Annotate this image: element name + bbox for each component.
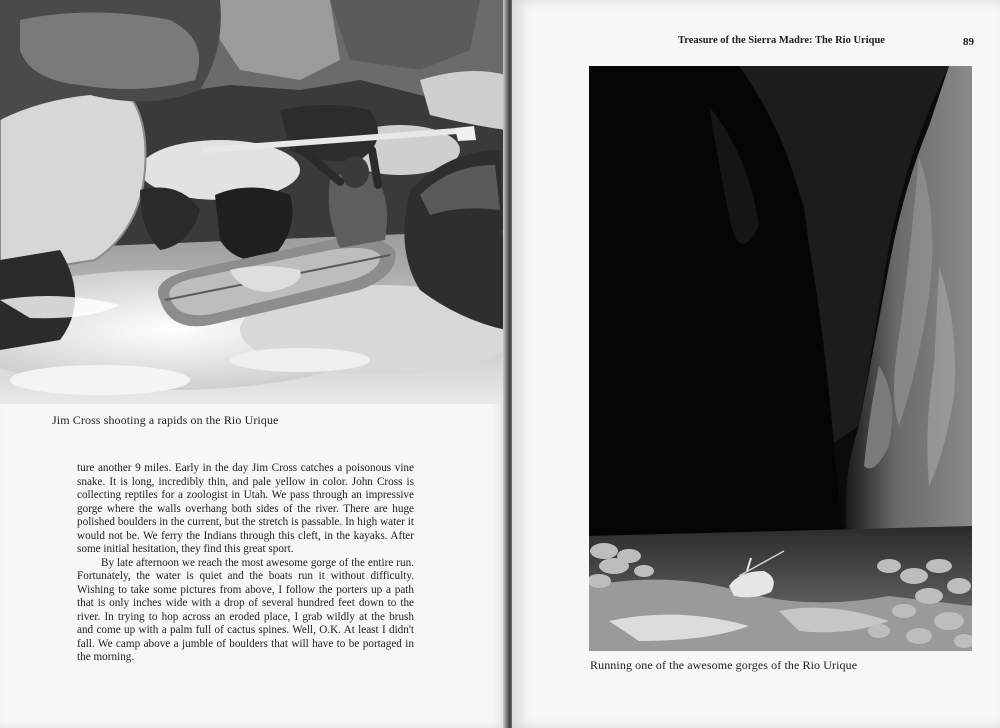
gorge-image bbox=[589, 66, 972, 651]
left-photo-caption: Jim Cross shooting a rapids on the Rio Urique bbox=[52, 413, 279, 427]
kayak-rapids-photo bbox=[0, 0, 506, 404]
body-text bbox=[77, 462, 414, 665]
right-photo-caption: Running one of the awesome gorges of the Rio Urique bbox=[590, 658, 858, 672]
kayak-rapids-image bbox=[0, 0, 506, 404]
body-paragraph: By late afternoon we reach the most awesome gorge of the entire run. Fortunately, the water is quiet and the boats run it without difficulty. Wishing to take some pictures from above, I follow the porters up a path that is only inches wide with a drop of several hundred feet down to the river. In trying to hop across an eroded place, I grab wildly at the brush and come up with a palm full of cactus spines. Well, O.K. At least I didn't fall. We camp above a jumble of boulders that will have to be portaged in the morning. bbox=[77, 556, 414, 663]
right-page bbox=[512, 0, 1000, 728]
running-head: Treasure of the Sierra Madre: The Rio Urique bbox=[678, 35, 885, 46]
body-paragraph: ture another 9 miles. Early in the day Jim Cross catches a poisonous vine snake. It is long, incredibly thin, and pale yellow in color. John Cross is collecting reptiles for a zoologist in Utah. We pass through an impressive gorge where the walls overhang both sides of the river. There are huge polished boulders in the current, but the stretch is passable. In high water it would not be. We ferry the Indians through this cleft, in the kayaks. After some initial hesitation, they find this great sport. bbox=[77, 462, 414, 555]
gorge-photo bbox=[589, 66, 972, 651]
page-number: 89 bbox=[963, 36, 974, 48]
